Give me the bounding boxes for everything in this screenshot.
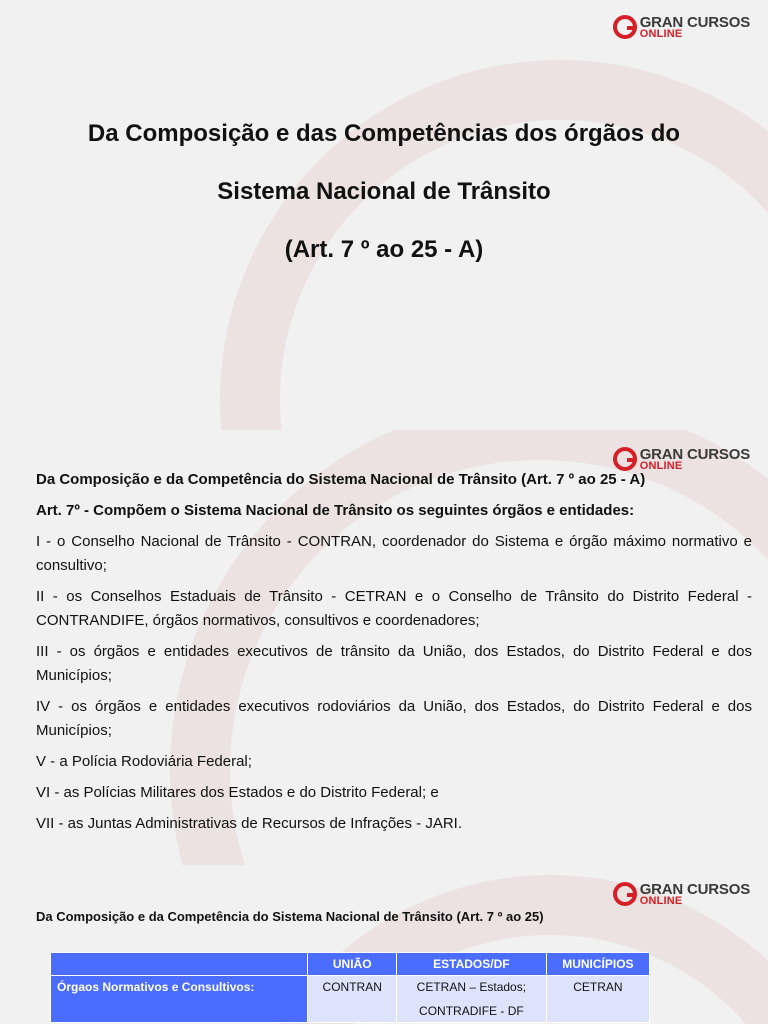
article-item-3: III - os órgãos e entidades executivos de trânsito da União, dos Estados, do Distrito Federal e dos Municípios; [36,643,752,684]
brand-logo [613,12,750,42]
title-line-3: (Art. 7 º ao 25 - A) [284,236,484,263]
competencias-table [50,952,650,1023]
cell-uniao: CONTRAN [308,976,397,1023]
brand-logo-text [640,882,750,907]
brand-logo [613,879,750,909]
cell-municipios: CETRAN [546,976,649,1023]
table-header-estados-df: ESTADOS/DF [396,953,546,976]
brand-name-line2: ONLINE [639,894,683,907]
cell-estados-df-line-2: CONTRADIFE - DF [419,1004,524,1018]
title-line-2: Sistema Nacional de Trânsito [217,178,551,205]
article-item-5: V - a Polícia Rodoviária Federal; [36,753,252,770]
article-content [36,468,752,843]
row-label: Órgaos Normativos e Consultivos: [51,976,308,1023]
section-heading: Da Composição e da Competência do Sistema Nacional de Trânsito (Art. 7 º ao 25 - A) [36,471,646,488]
brand-logo-text [640,15,750,40]
table-row [51,976,650,1023]
table-title: Da Composição e da Competência do Sistema Nacional de Trânsito (Art. 7 º ao 25) [36,909,544,924]
table-header-municipios: MUNICÍPIOS [546,953,649,976]
table-header-row [51,953,650,976]
cell-estados-df-line-1: CETRAN – Estados; [416,980,527,994]
slide-table [0,865,768,1024]
brand-name-line2: ONLINE [639,459,683,472]
article-item-7: VII - as Juntas Administrativas de Recursos de Infrações - JARI. [36,815,463,832]
slide-article-7 [0,430,768,865]
article-item-2: II - os Conselhos Estaduais de Trânsito - CETRAN e o Conselho de Trânsito do Distrito Federal - CONTRANDIFE, órgãos normativos, consultivos e coordenadores; [36,588,752,629]
brand-g-icon [613,882,637,906]
article-intro: Art. 7º - Compõem o Sistema Nacional de Trânsito os seguintes órgãos e entidades: [36,502,635,519]
brand-name-line2: ONLINE [639,27,683,40]
article-item-6: VI - as Polícias Militares dos Estados e do Distrito Federal; e [36,784,439,801]
brand-name-line1: GRAN CURSOS [639,880,750,898]
cell-estados-df [396,976,546,1023]
article-item-4: IV - os órgãos e entidades executivos rodoviários da União, dos Estados, do Distrito Federal e dos Municípios; [36,698,752,739]
brand-name-line1: GRAN CURSOS [639,13,750,31]
article-item-1: I - o Conselho Nacional de Trânsito - CONTRAN, coordenador do Sistema e órgão máximo normativo e consultivo; [36,533,752,574]
table-header-uniao: UNIÃO [308,953,397,976]
title-line-1: Da Composição e das Competências dos órgãos do [87,120,681,147]
slide-title-block [30,105,738,279]
brand-name-line1: GRAN CURSOS [639,445,750,463]
brand-g-icon [613,15,637,39]
slide-title [0,0,768,430]
competencias-table-wrap [50,952,650,1023]
table-header-empty [51,953,308,976]
